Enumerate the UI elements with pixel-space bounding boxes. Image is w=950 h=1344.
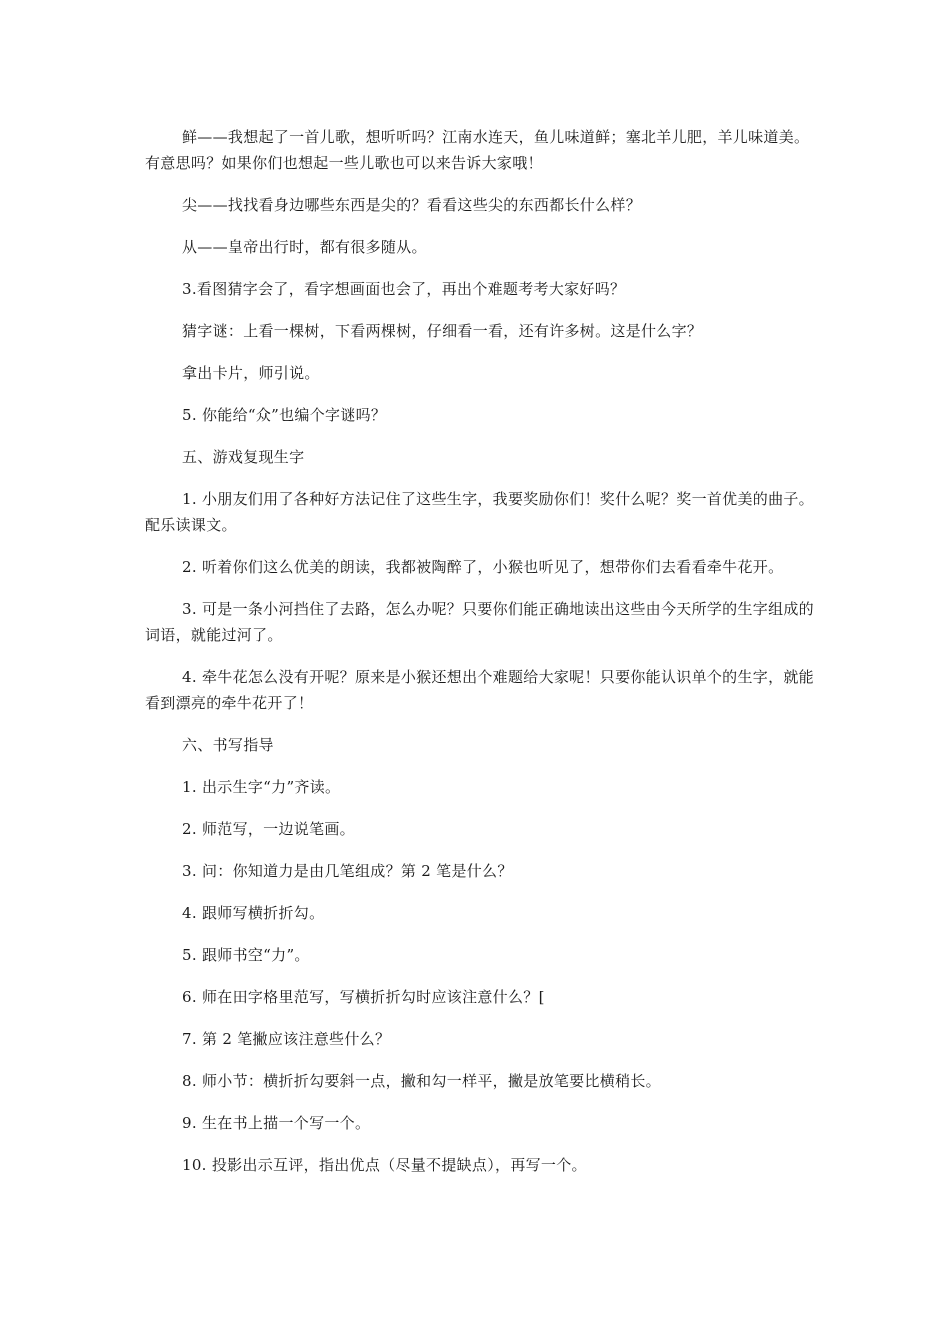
paragraph-game-2: 2. 听着你们这么优美的朗读，我都被陶醉了，小猴也听见了，想带你们去看看牵牛花开。 <box>182 558 784 576</box>
paragraph-game-4: 4. 牵牛花怎么没有开呢？原来是小猴还想出个难题给大家呢！只要你能认识单个的生字，就能看到漂亮的牵牛花开了！ <box>145 668 814 712</box>
paragraph-writing-6: 6. 师在田字格里范写，写横折折勾时应该注意什么？[ <box>182 988 545 1006</box>
paragraph-step-3: 3.看图猜字会了，看字想画面也会了，再出个难题考考大家好吗？ <box>182 280 626 298</box>
paragraph-game-3: 3. 可是一条小河挡住了去路，怎么办呢？只要你们能正确地读出这些由今天所学的生字组成的词语，就能过河了。 <box>145 600 814 644</box>
paragraph-cong: 从——皇帝出行时，都有很多随从。 <box>182 238 427 256</box>
section-heading-writing: 六、书写指导 <box>182 736 274 754</box>
paragraph-writing-7: 7. 第 2 笔撇应该注意些什么？ <box>182 1030 391 1048</box>
paragraph-writing-8: 8. 师小节：横折折勾要斜一点，撇和勾一样平，撇是放笔要比横稍长。 <box>182 1072 661 1090</box>
section-heading-game: 五、游戏复现生字 <box>182 448 305 466</box>
paragraph-writing-4: 4. 跟师写横折折勾。 <box>182 904 325 922</box>
paragraph-writing-3: 3. 问：你知道力是由几笔组成？第 2 笔是什么？ <box>182 862 513 880</box>
paragraph-writing-5: 5. 跟师书空“力”。 <box>182 946 310 964</box>
paragraph-writing-10: 10. 投影出示互评，指出优点（尽量不提缺点），再写一个。 <box>182 1156 587 1174</box>
paragraph-game-1: 1. 小朋友们用了各种好方法记住了这些生字，我要奖励你们！奖什么呢？奖一首优美的曲子。配乐读课文。 <box>145 490 814 534</box>
paragraph-jian: 尖——找找看身边哪些东西是尖的？看看这些尖的东西都长什么样？ <box>182 196 642 214</box>
paragraph-step-5: 5. 你能给“众”也编个字谜吗？ <box>182 406 387 424</box>
paragraph-writing-2: 2. 师范写，一边说笔画。 <box>182 820 355 838</box>
paragraph-cards: 拿出卡片，师引说。 <box>182 364 320 382</box>
paragraph-writing-1: 1. 出示生字“力”齐读。 <box>182 778 341 796</box>
paragraph-xian: 鲜——我想起了一首儿歌，想听听吗？江南水连天，鱼儿味道鲜；塞北羊儿肥，羊儿味道美。有意思吗？如果你们也想起一些儿歌也可以来告诉大家哦！ <box>145 128 810 172</box>
document-body <box>145 124 820 1194</box>
paragraph-riddle: 猜字谜：上看一棵树，下看两棵树，仔细看一看，还有许多树。这是什么字？ <box>182 322 703 340</box>
paragraph-writing-9: 9. 生在书上描一个写一个。 <box>182 1114 371 1132</box>
